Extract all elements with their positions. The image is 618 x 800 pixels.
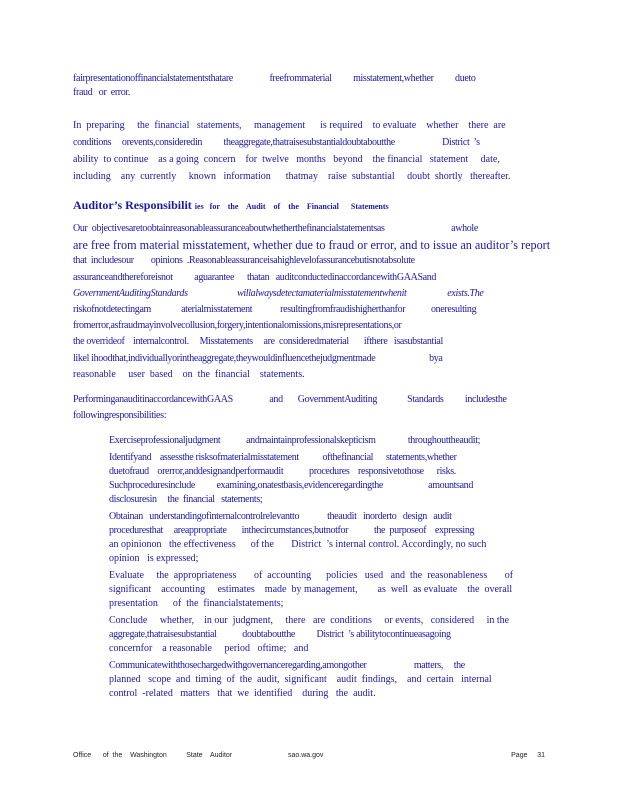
intro-line-2: fraud or error. [73,87,131,98]
objectives-line-8: the overrideof internalcontrol. Misstatements are consideredmaterial ifthere isasubstantial [73,336,443,348]
list-item [87,434,557,448]
list-item [87,659,557,701]
going-concern-line-4: including any currently known information thatmay raise substantial doubt shortly thereafter. [73,171,511,182]
objectives-line-6: riskofnotdetectingam aterialmisstatement resultingfromfraudishigherthanfor oneresulting [73,304,477,316]
performing-line-2: followingresponsibilities: [73,410,167,421]
footer-page-number: Page 31 [511,752,545,759]
objectives-paragraph [73,221,553,383]
footer-website: sao.wa.gov [288,752,324,759]
bullet-4-line-2: significant accounting estimates made by management, as well as evaluate the overall [109,584,513,595]
section-heading [73,198,389,213]
bullet-2-line-2: duetofraud orerror,anddesignandperformaudit procedures responsivetothose risks. [109,466,456,477]
list-item [87,510,557,566]
responsibilities-list [87,434,557,704]
list-item [87,451,557,507]
bullet-5-line-1: Conclude whether, in our judgment, there are conditions or events, considered in the [109,615,510,626]
objectives-line-7: fromerror,asfraudmayinvolvecollusion,forgery,intentionalomissions,misrepresentations,or [73,320,402,332]
objectives-line-5: GovernmentAuditingStandards willalwaysdetectamaterialmisstatementwhenit exists.The [73,287,484,299]
performing-line-1: PerforminganauditinaccordancewithGAAS and GovernmentAuditing Standards includesthe [73,394,507,405]
objectives-line-3: that includesour opinions .Reasonableassuranceisahighlevelofassurancebutisnotabsolute [73,255,415,267]
bullet-3-line-1: Obtainan understandingofinternalcontrolrelevantto theaudit inorderto design audit [109,511,452,522]
bullet-6-line-2: planned scope and timing of the audit, significant audit findings, and certain internal [109,674,492,685]
footer-office: Office of the Washington State Auditor [73,752,233,759]
bullet-4-line-3: presentation of the financialstatements; [109,598,284,609]
bullet-2-line-1: Identifyand assessthe risksofmaterialmisstatement ofthefinancial statements,whether [109,452,457,463]
intro-line-1: fairpresentationoffinancialstatementsthatare freefrommaterial misstatement,whether dueto [73,73,476,84]
bullet-5-line-2: aggregate,thatraisesubstantial doubtaboutthe District ’s abilitytocontinueasagoing [109,629,451,640]
bullet-1-line-1: Exerciseprofessionaljudgment andmaintainprofessionalskepticism throughouttheaudit; [109,435,481,446]
section-heading-rest: ies for the Audit of the Financial Statements [194,202,389,211]
performing-paragraph [73,392,553,424]
bullet-2-line-3: Suchproceduresinclude examining,onatestbasis,evidenceregardingthe amountsand [109,480,473,491]
going-concern-line-2: conditions orevents,consideredin theaggregate,thatraisesubstantialdoubtaboutthe District ’s [73,137,480,148]
going-concern-line-1: In preparing the financial statements, management is required to evaluate whether there are [73,120,506,131]
objectives-line-9: likel ihoodthat,individuallyorintheaggregate,theywouldinfluencethejudgmentmade bya [73,352,443,364]
list-item [87,614,557,656]
objectives-line-2: are free from material misstatement, whether due to fraud or error, and to issue an auditor’s report [73,238,551,253]
bullet-3-line-3: an opinionon the effectiveness of the District ’s internal control. Accordingly, no such [109,539,487,550]
going-concern-paragraph [73,117,553,185]
bullet-4-line-1: Evaluate the appropriateness of accounting policies used and the reasonableness of [109,570,514,581]
objectives-line-1: Our objectivesaretoobtainreasonableassuranceaboutwhetherthefinancialstatementsas awhole [73,223,478,234]
objectives-line-10: reasonable user based on the financial statements. [73,368,305,380]
bullet-2-line-4: disclosuresin the financial statements; [109,494,263,505]
intro-paragraph [73,72,553,100]
objectives-line-4: assuranceandthereforeisnot aguarantee thatan auditconductedinaccordancewithGAASand [73,271,437,283]
bullet-5-line-3: concernfor a reasonable period oftime; and [109,643,309,654]
bullet-3-line-4: opinion is expressed; [109,553,199,564]
bullet-3-line-2: proceduresthat areappropriate inthecircumstances,butnotfor the purposeof expressing [109,525,475,536]
going-concern-line-3: ability to continue as a going concern for twelve months beyond the financial statement date, [73,154,500,165]
bullet-6-line-3: control -related matters that we identified during the audit. [109,688,376,699]
list-item [87,569,557,611]
section-heading-main: Auditor’s Responsibilit [73,198,192,212]
bullet-6-line-1: Communicatewiththosechargedwithgovernanceregarding,amongother matters, the [109,660,465,671]
